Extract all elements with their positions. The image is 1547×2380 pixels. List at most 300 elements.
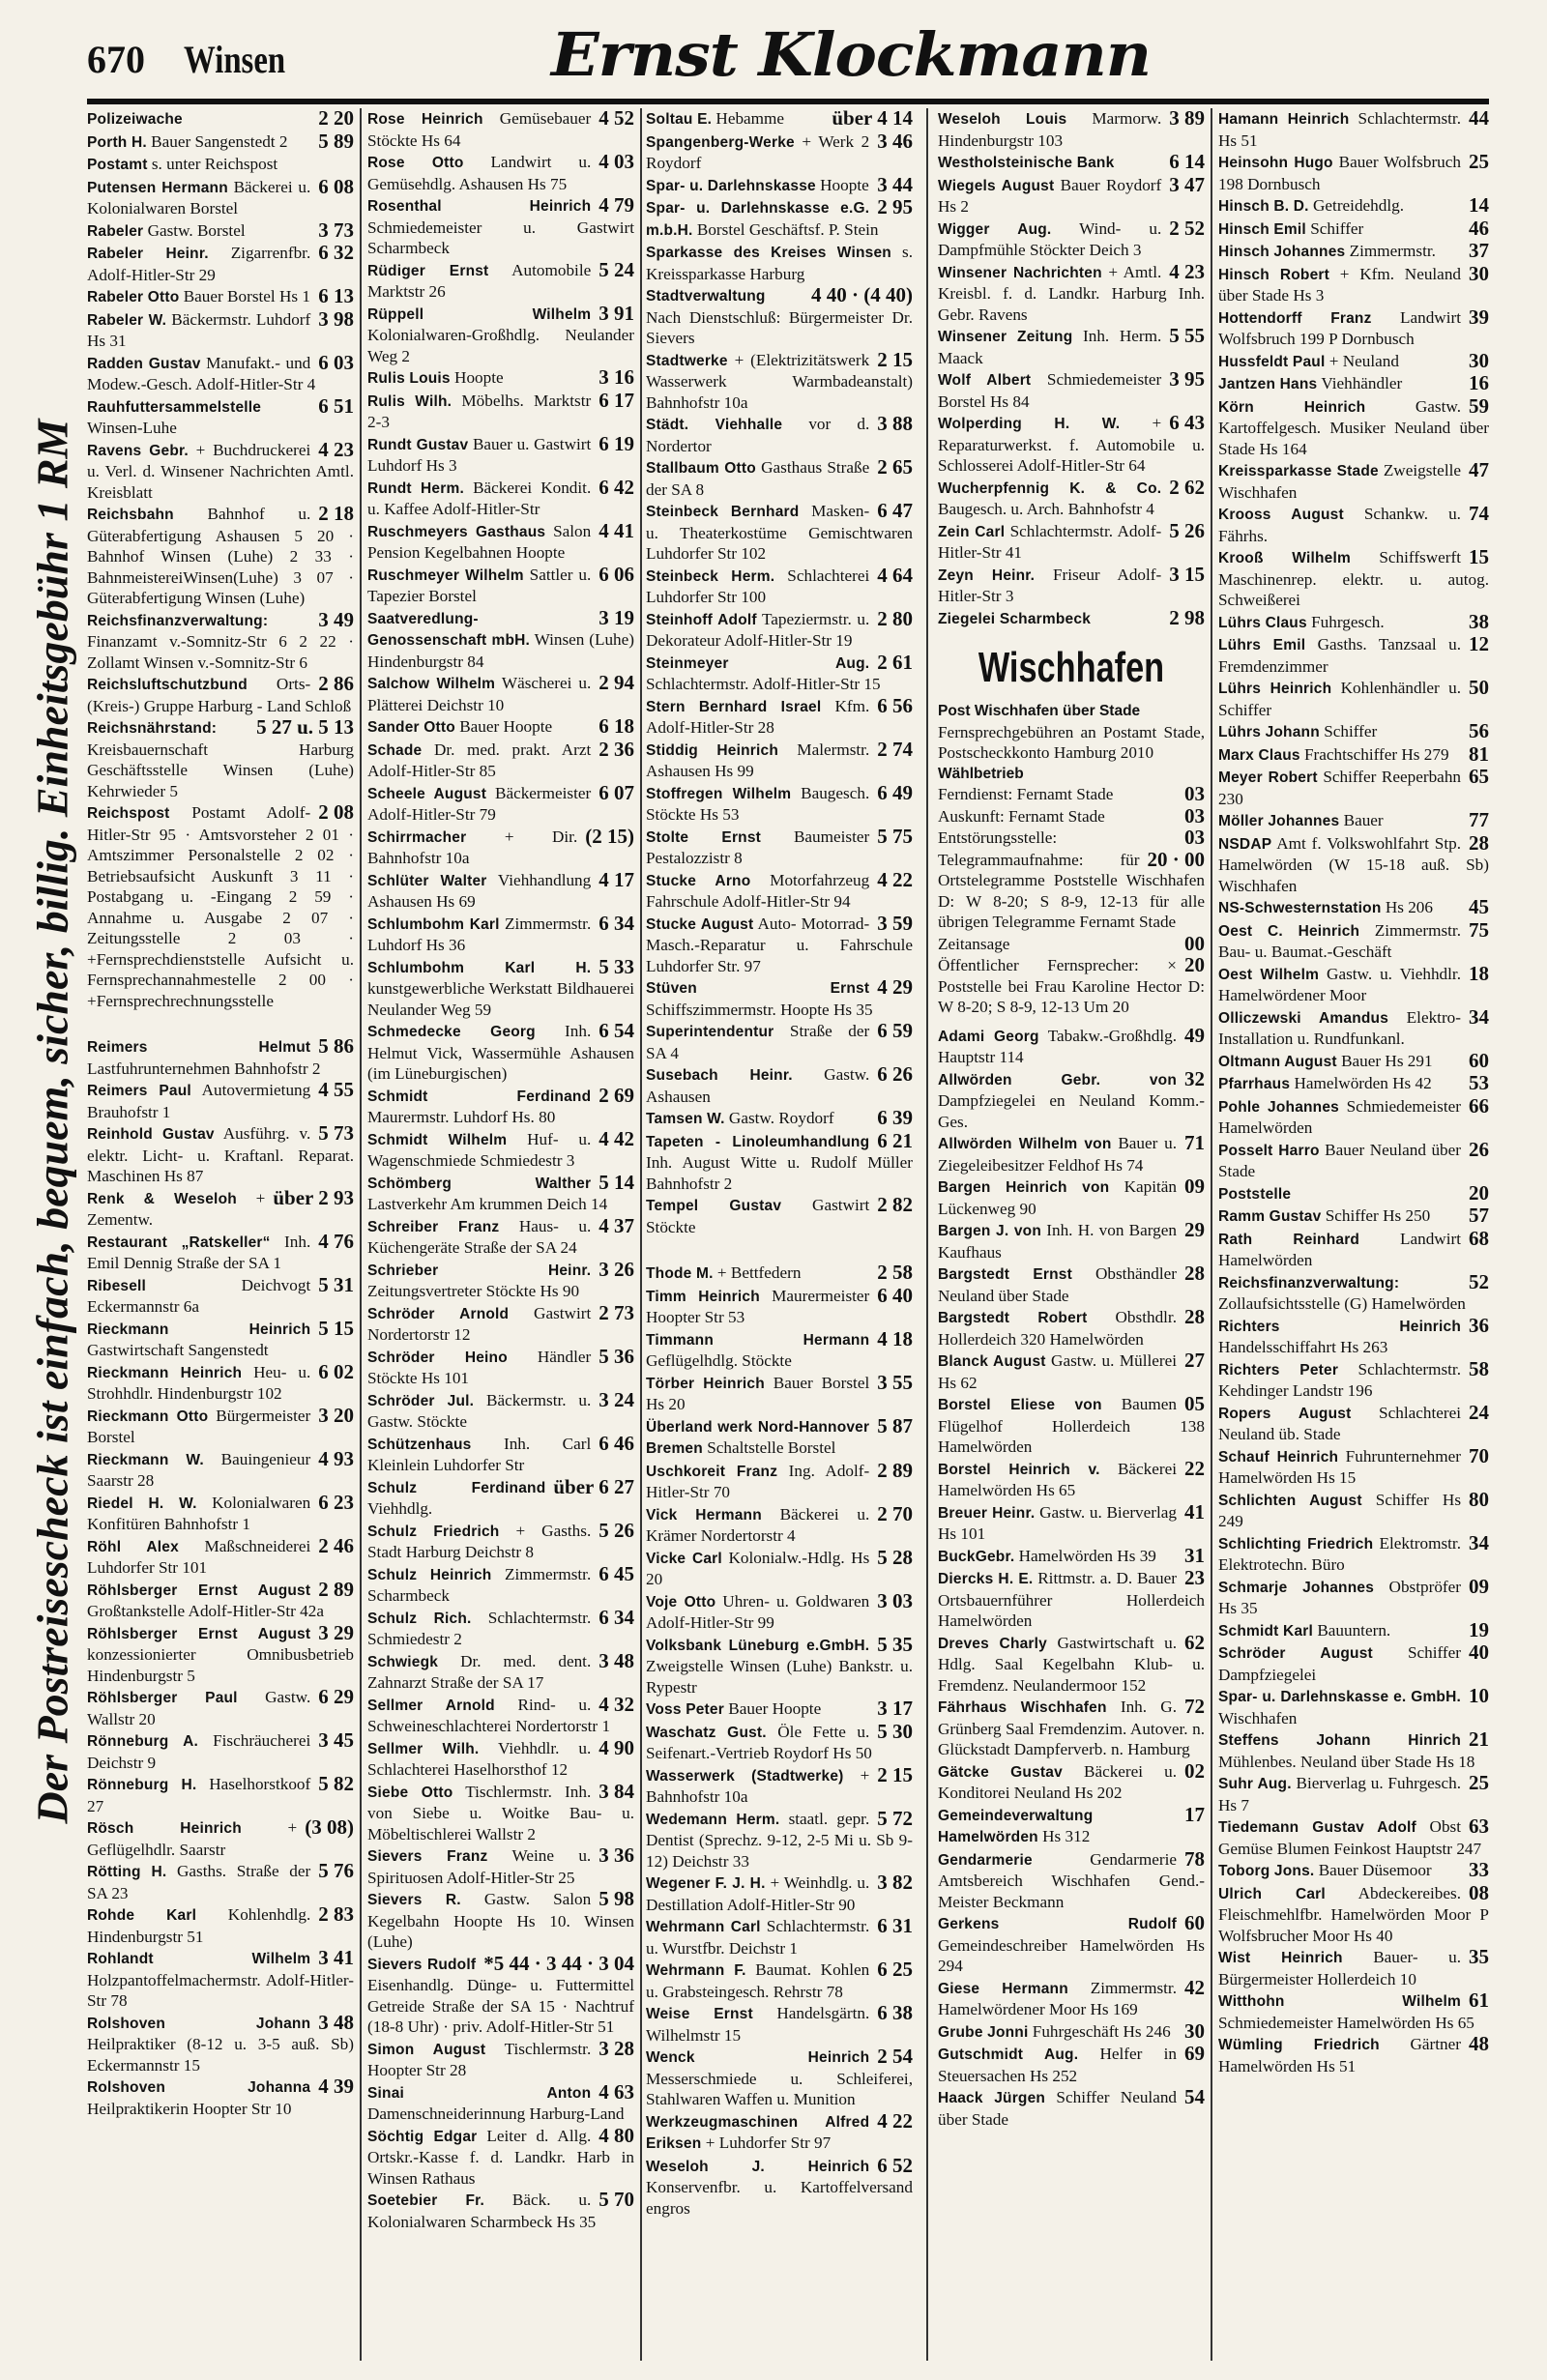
phone-number: 6 42 [598,475,634,499]
entry-name: Rieckmann Heinrich [87,1364,243,1381]
phone-number: 6 29 [318,1685,354,1708]
entry-name: Spar- u. Darlehnskasse e.G. m.b.H. [646,200,870,239]
entry-name: Hussfeldt Paul [1218,353,1326,370]
entry-name: Putensen Hermann [87,179,228,196]
phone-number: 3 28 [598,2036,634,2060]
entry-details: Bauer u. Gastwirt Luhdorf Hs 3 [367,434,592,475]
phone-number: 6 07 [598,780,634,804]
entry-details: Öle Fette u. Seifenart.-Vertrieb Roydorf Hs 50 [646,1722,872,1762]
phone-number: 6 34 [598,1605,634,1629]
entry-details: Obsthdlr. Hollerdeich 320 Hamelwörden [938,1308,1178,1349]
directory-entry [646,197,913,241]
phone-number: 4 37 [598,1213,634,1237]
entry-name: Witthohn Wilhelm [1218,1993,1461,2010]
directory-entry [938,1975,1205,2020]
entry-details: Obst Gemüse Blumen Feinkost Hauptstr 247 [1218,1817,1482,1858]
directory-entry [1218,1990,1489,2033]
phone-number: 4 55 [318,1078,354,1101]
entry-name: Ulrich Carl [1218,1885,1326,1902]
entry-name: Borstel Heinrich v. [938,1461,1100,1478]
entry-name: Wegener F. J. H. [646,1875,766,1892]
phone-number: 2 58 [877,1261,913,1284]
phone-number: 5 24 [598,257,634,281]
entry-details: Bauer Sangenstedt 2 [151,131,288,151]
phone-number: 20 [1184,953,1205,976]
entry-details: Zeitungsvertreter Stöckte Hs 90 [367,1282,580,1300]
entry-details: Motorfahrzeug Fahrschule Adolf-Hitler-Str 94 [646,870,870,911]
phone-number: 6 46 [598,1431,634,1455]
entry-name: Schlichten August [1218,1492,1362,1509]
phone-number: 6 21 [877,1128,913,1152]
service-row [938,931,1205,955]
directory-entry [87,286,354,308]
entry-name: Salchow Wilhelm [367,676,496,692]
entry-name: Wolf Albert [938,372,1032,389]
entry-details: Inh. August Witte u. Rudolf Müller Bahnhofstr 2 [646,1153,913,1193]
phone-number: 6 43 [1169,411,1205,434]
phone-number: 5 28 [877,1545,913,1569]
phone-number: 3 91 [598,301,634,325]
entry-details: Bauer Borstel Hs 1 [183,287,310,305]
directory-entry [938,1499,1205,1545]
entry-name: Wigger Aug. [938,220,1052,238]
entry-name: Krooss August [1218,507,1344,523]
entry-details: Gastw. u. Viehhdlr. Hamelwördener Moor [1218,964,1461,1004]
phone-number: (3 08) [305,1815,354,1839]
directory-entry [1218,1729,1489,1772]
service-label: Öffentlicher Fernsprecher: × Poststelle bei Frau Karoline Hector D: W 8-20; S 8-9, 12-13 Um 20 [938,956,1205,1016]
entry-details: Damenschneiderinnung Harburg-Land [367,2104,625,2123]
directory-entry [367,2190,634,2232]
entry-name: Ruschmeyer Wilhelm [367,566,524,584]
directory-entry [938,1176,1205,1219]
entry-details: Helfer in Steuersachen Hs 252 [938,2045,1177,2085]
phone-number: 18 [1469,961,1489,985]
entry-name: Rösch Heinrich [87,1820,242,1837]
entry-name: Sander Otto [367,719,455,736]
entry-name: Posselt Harro [1218,1142,1320,1159]
entry-details: + Weinhdlg. u. Destillation Adolf-Hitler-Str 90 [646,1873,870,1914]
entry-details: + Zementw. [87,1188,266,1229]
entry-name: Steinmeyer Aug. [646,654,870,672]
phone-number: 52 [1469,1269,1489,1293]
entry-name: Jantzen Hans [1218,376,1318,392]
entry-details: Tapeziermstr. u. Dekorateur Adolf-Hitler-Str 19 [646,609,870,650]
phone-number: 6 13 [318,284,354,307]
entry-details: + Reparaturwerkst. f. Automobile u. Schlosserei Adolf-Hitler-Str 64 [938,414,1205,475]
entry-name: Wiegels August [938,177,1055,194]
phone-number: 45 [1469,895,1489,918]
phone-number: 2 08 [318,800,354,824]
directory-entry [646,1263,913,1285]
directory-entry [367,1431,634,1476]
directory-entry [87,350,354,395]
phone-number: 75 [1469,917,1489,942]
entry-name: Pfarrhaus [1218,1076,1291,1092]
directory-entry [367,1692,634,1737]
phone-number: 57 [1469,1204,1489,1227]
phone-number: 32 [1184,1066,1205,1090]
phone-number: 53 [1469,1071,1489,1094]
phone-number: 49 [1184,1023,1205,1047]
directory-entry [367,195,634,259]
entry-details: Maurermstr. Luhdorf Hs. 80 [367,1108,556,1126]
phone-number: 2 65 [877,455,913,479]
entry-details: Maßschneiderei Luhdorfer Str 101 [87,1536,311,1577]
directory-entry [1218,1574,1489,1619]
entry-details: Obsthändler Neuland über Stade [938,1264,1177,1305]
directory-entry [87,393,354,439]
directory-entry [1218,241,1489,263]
directory-entry [646,650,913,695]
phone-number: 2 52 [1169,216,1205,240]
directory-entry [646,1064,913,1107]
entry-details: Zimmermstr. Bau- u. Baumat.-Geschäft [1218,920,1462,961]
directory-entry [87,154,354,176]
phone-number: 20 [1469,1180,1489,1205]
entry-name: Rose Otto [367,155,464,171]
directory-entry [1218,1269,1489,1315]
entries-winsen-end [938,108,1205,629]
entry-name: Schmidt Karl [1218,1622,1314,1640]
entry-name: Rieckmann Heinrich [87,1321,311,1338]
column-divider [926,108,928,2361]
entry-name: Gerkens Rudolf [938,1916,1177,1932]
entry-name: Wucherpfennig K. & Co. [938,479,1162,497]
entry-name: Sinai Anton [367,2084,592,2102]
entry-details: Bäckermstr. Luhdorf Hs 31 [87,309,311,350]
entry-name: Ravens Gebr. [87,442,189,459]
directory-entry [87,1185,354,1231]
phone-number: 03 [1184,826,1205,849]
phone-number: 3 17 [877,1697,913,1720]
entry-details: s. unter Reichspost [151,155,278,173]
phone-number: 59 [1469,393,1489,418]
entry-name: Rieckmann W. [87,1451,204,1468]
phone-number: 19 [1469,1617,1489,1641]
directory-entry [87,243,354,285]
entry-details: Nach Dienstschluß: Bürgermeister Dr. Sievers [646,307,913,347]
directory-entry [367,518,634,564]
directory-entry [646,977,913,1020]
entry-name: Toborg Jons. [1218,1863,1315,1879]
entry-name: Steinbeck Herm. [646,567,775,585]
directory-entry [87,2076,354,2119]
entry-details: Fuhrgesch. [1311,612,1385,631]
entry-name: Oest Wilhelm [1218,966,1320,983]
directory-entry [646,824,913,869]
phone-number: 5 33 [598,954,634,978]
directory-entry [87,1817,354,1860]
phone-number: 42 [1184,1975,1205,1999]
phone-number: 3 36 [598,1843,634,1867]
entry-details: Bürgermeister Borstel [87,1406,311,1446]
entry-details: Schlachtermstr. u. Wurstfbr. Deichstr 1 [646,1917,870,1958]
directory-entry [1218,1004,1489,1050]
entry-name: Volksbank Lüneburg e.GmbH. [646,1637,870,1654]
service-row [938,803,1205,827]
directory-entry [646,1108,913,1130]
entry-name: Schmidt Wilhelm [367,1131,508,1148]
phone-number: 10 [1469,1684,1489,1707]
entry-name: Meyer Robert [1218,769,1318,786]
entry-name: Tamsen W. [646,1111,725,1127]
entry-details: + Werk 2 Roydorf [646,131,870,172]
directory-entry [367,562,634,607]
phone-number: 2 15 [877,1762,913,1786]
entry-name: Rönneburg A. [87,1733,199,1750]
directory-entry [646,2108,913,2155]
service-label: Entstörungsstelle: [938,828,1058,847]
directory-entry [367,1021,634,1085]
service-label: Telegrammaufnahme: für Ortstelegramme Poststelle Wischhafen D: W 8-20; S 8-9, 12-13 für alle übrigen Telegramme Fernamt Stade [938,850,1205,931]
entry-details: Bauer u. Ziegeleibesitzer Feldhof Hs 74 [938,1134,1178,1175]
entry-name: Winsener Zeitung [938,329,1073,345]
directory-entry [1218,1137,1489,1182]
phone-number: 6 49 [877,780,913,804]
phone-number: 66 [1469,1093,1489,1117]
phone-number: 16 [1469,371,1489,394]
entry-name: Simon August [367,2041,486,2058]
entry-details: Bäckerei u. Kolonialwaren Borstel [87,177,311,218]
entry-details: Kfm. Adolf-Hitler-Str 28 [646,696,870,737]
section-heading: Wischhafen [978,644,1165,691]
entry-details: Hamelwörden Hs 39 [1018,1546,1156,1565]
entry-name: Möller Johannes [1218,813,1340,829]
directory-entry [367,1889,634,1953]
directory-entry [646,1195,913,1237]
entry-name: Kreissparkasse Stade [1218,463,1379,479]
directory-entry [646,131,913,174]
entry-name: Stadtverwaltung [646,288,766,305]
service-label: Auskunft: Fernamt Stade [938,806,1105,826]
entry-details: Fuhrgeschäft Hs 246 [1032,2021,1171,2041]
entry-name: Ruschmeyers Gasthaus [367,523,546,540]
phone-number: 41 [1184,1499,1205,1524]
directory-entry [938,369,1205,412]
directory-entry [367,1845,634,1888]
place-name: Winsen [184,38,286,81]
entry-name: Haack Jürgen [938,2090,1046,2106]
entry-name: Scheele August [367,785,487,802]
directory-entry [1218,1180,1489,1205]
directory-entry [87,674,354,716]
entry-name: Reimers Helmut [87,1039,311,1056]
entry-details: Haus- u. Küchengeräte Straße der SA 24 [367,1216,592,1257]
phone-number: 28 [1184,1262,1205,1285]
directory-entry [1218,1400,1489,1445]
entry-name: Vicke Carl [646,1550,722,1567]
entry-name: Borstel Eliese von [938,1397,1102,1413]
phone-number: 3 95 [1169,367,1205,391]
phone-number: 29 [1184,1218,1205,1241]
entry-name: BuckGebr. [938,1548,1015,1565]
phone-number: 09 [1184,1175,1205,1198]
phone-number: 4 39 [318,2075,354,2098]
phone-number: 4 90 [598,1735,634,1759]
directory-entry [646,1501,913,1547]
entry-details: Bauer Hoopte [459,717,553,736]
phone-number: 65 [1469,765,1489,788]
entry-details: kunstgewerbliche Werkstatt Bildhauerei Neulander Weg 59 [367,979,634,1019]
phone-number: 3 59 [877,911,913,935]
entry-details: Kohlenhändler u. Schiffer [1218,679,1461,719]
entry-name: Überland werk Nord-Hannover Bremen [646,1418,870,1457]
directory-entry [1218,1816,1489,1859]
directory-entry [87,1861,354,1903]
phone-number: 80 [1469,1487,1489,1511]
entry-details: Salon Pension Kegelbahnen Hoopte [367,521,592,562]
entry-name: Schrieber Heinr. [367,1262,592,1279]
phone-number: 2 74 [877,737,913,761]
directory-entry [367,737,634,782]
phone-number: 5 27 u. 5 13 [256,715,354,739]
entry-details: Gastw. Borstel [147,220,246,240]
directory-entry [87,1446,354,1492]
directory-entry [87,174,354,219]
entry-details: Schaltstelle Borstel [707,1438,836,1457]
entry-name: Wehrmann Carl [646,1919,761,1935]
phone-number: 2 94 [598,671,634,694]
phone-number: 08 [1469,1880,1489,1904]
directory-entry [1218,1487,1489,1532]
directory-entry [1218,1356,1489,1402]
entry-name: Tempel Gustav [646,1198,782,1214]
entry-details: Maurermeister Hoopter Str 53 [646,1286,870,1326]
entry-name: Sellmer Arnold [367,1697,495,1714]
entry-name: Rulis Louis [367,370,451,387]
directory-entry [1218,1773,1489,1815]
entry-details: Baumen Flügelhof Hollerdeich 138 Hamelwörden [938,1395,1205,1456]
entry-name: Spangenberg-Werke [646,133,795,151]
phone-number: 62 [1184,1630,1205,1654]
entry-details: Abdeckereibes. Fleischmehlfbr. Hamelwörden Moor P Wolfsbrucher Moor Hs 40 [1218,1883,1489,1945]
entry-name: Westholsteinische Bank [938,155,1115,171]
entry-details: Deichvogt Eckermannstr 6a [87,1275,311,1316]
phone-number: 38 [1469,609,1489,633]
entry-name: Rüppell Wilhelm [367,305,592,323]
phone-number: 21 [1469,1727,1489,1751]
entry-name: Stucke August [646,915,754,933]
directory-entry [1218,1880,1489,1947]
phone-number: 6 18 [598,714,634,738]
entry-details: Baugesch. Stöckte Hs 53 [646,783,870,824]
entry-details: Gemeindeschreiber Hamelwörden Hs 294 [938,1935,1205,1975]
phone-number: 27 [1184,1349,1205,1372]
phone-number: 4 23 [318,437,354,461]
phone-number: 6 14 [1169,150,1205,173]
phone-number: 4 17 [598,867,634,891]
directory-entry [367,605,634,673]
directory-column-1 [87,108,354,2370]
entry-details: Schlachtermstr. Schmiedestr 2 [367,1608,592,1648]
entry-name: Susebach Heinr. [646,1067,793,1084]
entry-details: + Dir. Bahnhofstr 10a [367,827,578,867]
entry-details: Schlachterei Luhdorfer Str 100 [646,566,870,606]
directory-entry [938,2018,1205,2044]
phone-number: 5 87 [877,1413,913,1437]
directory-entry [1218,1642,1489,1685]
directory-entry [367,1605,634,1650]
entry-details: Rittmstr. a. D. Bauer Ortsbauernführer Hollerdeich Hamelwörden [938,1569,1205,1630]
entry-name: Riedel H. W. [87,1495,197,1512]
entry-details: Winsen (Luhe) Hindenburgstr 84 [367,630,634,671]
phone-number: 3 47 [1169,172,1205,196]
entry-name: Sievers Rudolf [367,1956,477,1973]
entry-name: Lührs Claus [1218,614,1307,631]
phone-number: 3 20 [318,1403,354,1427]
directory-entry [646,501,913,565]
entry-name: Törber Heinrich [646,1375,765,1392]
entry-name: Poststelle [1218,1185,1292,1203]
directory-entry [367,911,634,956]
phone-number: 6 26 [877,1062,913,1086]
entry-name: Richters Peter [1218,1361,1339,1379]
entry-name: Hinsch Robert [1218,266,1329,283]
entry-details: Gasths. Straße der SA 23 [87,1862,311,1902]
entry-name: Giese Hermann [938,1980,1068,1997]
entry-details: Ausführg. v. elektr. Licht- u. Kraftanl. Reparat. Maschinen Hs 87 [87,1124,354,1185]
directory-entry [367,1257,634,1302]
phone-number: 71 [1184,1131,1205,1154]
entry-details: Händler Stöckte Hs 101 [367,1347,592,1387]
phone-number: 30 [1184,2018,1205,2043]
entry-details: Bäckerei u. Krämer Nordertorstr 4 [646,1504,870,1545]
entry-name: Sellmer Wilh. [367,1740,480,1757]
directory-entry [1218,1226,1489,1271]
entry-name: Gätcke Gustav [938,1763,1063,1781]
directory-entry [367,1474,634,1520]
page-number: 670 [87,38,145,81]
entry-name: Timm Heinrich [646,1288,760,1305]
directory-entry [646,172,913,197]
entry-details: Postamt Adolf-Hitler-Str 95 · Amtsvorsteher 2 01 · Amtszimmer Personalstelle 2 02 · Betriebsaufsicht Auskunft 3 11 · Postabgang u. -Eingang 2 59 · Annahme u. Ausgabe 2 07 · Zeitungsstelle 2 03 · +Fernsprechdienststelle Aufsicht u. Fernsprechannahmestelle 2 00 · +Fernsprechrechnungsstelle [87,803,354,1010]
entry-name: Röhl Alex [87,1538,179,1555]
directory-entry [367,301,634,367]
entry-details: Zimmermstr. Scharmbeck [367,1564,592,1605]
phone-number: 60 [1469,1048,1489,1072]
phone-number: 4 22 [877,867,913,891]
phone-number: 5 82 [318,1772,354,1795]
entry-name: Reimers Paul [87,1083,191,1099]
phone-number: 77 [1469,808,1489,831]
entry-details: Hs 312 [1042,1827,1091,1845]
phone-number: 5 36 [598,1344,634,1368]
phone-number: 6 39 [877,1106,913,1129]
entry-name: Breuer Heinr. [938,1504,1036,1522]
entry-details: Konservenfbr. u. Kartoffelversand engros [646,2178,913,2218]
entry-name: Hinsch Emil [1218,220,1306,238]
phone-number: 5 26 [598,1518,634,1542]
service-list [938,784,1205,1018]
entry-name: Sievers R. [367,1892,461,1908]
phone-number: 3 48 [318,2010,354,2034]
phone-number: 3 84 [598,1779,634,1803]
entry-details: Sattler u. Tapezier Borstel [367,565,592,605]
phone-number: 70 [1469,1443,1489,1467]
entry-details: Bäckermstr. u. Gastw. Stöckte [367,1390,592,1431]
entry-details: Schankw. u. Fährhs. [1218,505,1461,545]
directory-entry [1218,1860,1489,1882]
phone-number: 6 17 [598,388,634,412]
directory-entry [646,1128,913,1195]
directory-entry [367,431,634,477]
entry-details: Zweigstelle Winsen (Luhe) Bankstr. u. Rypestr [646,1657,913,1697]
entry-name: Hinsch Johannes [1218,244,1346,260]
directory-entry [367,1648,634,1694]
entry-name: Rabeler [87,222,144,240]
directory-entry [1218,1617,1489,1642]
